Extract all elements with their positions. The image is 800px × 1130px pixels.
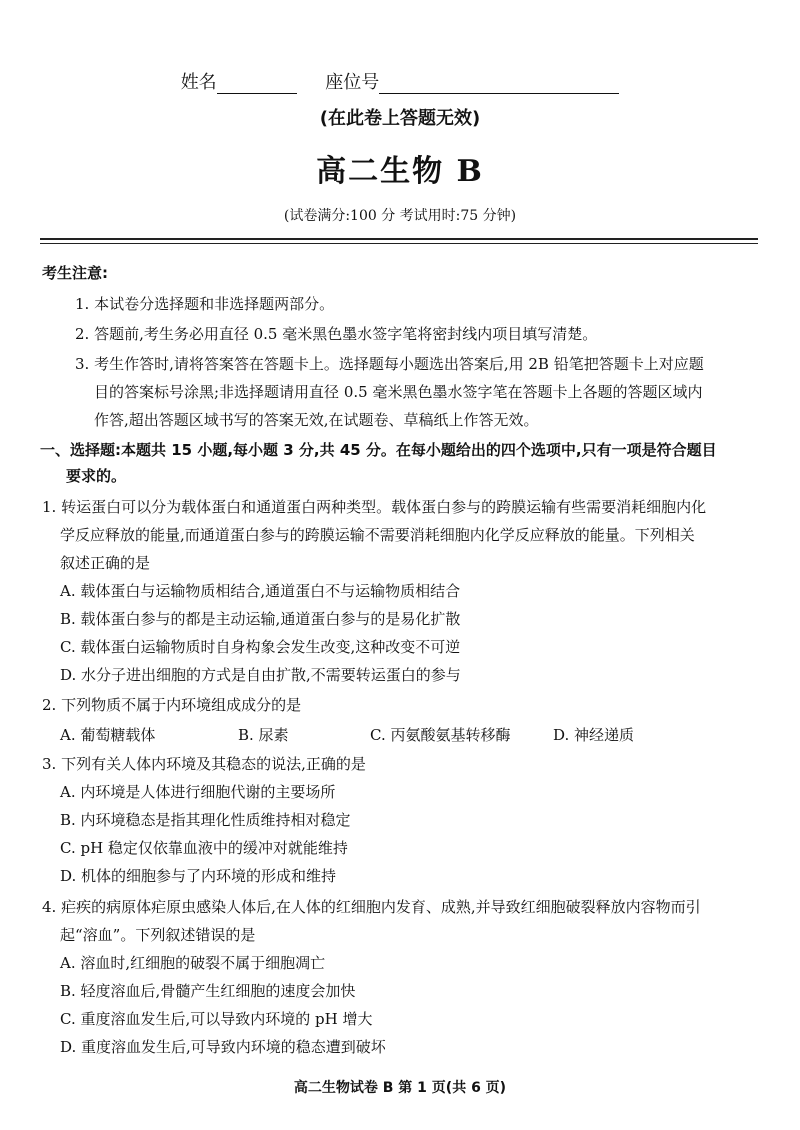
page-footer: 高二生物试卷 B 第 1 页(共 6 页) — [293, 1080, 507, 1096]
question-4-stem: 起“溶血”。下列叙述错误的是 — [60, 926, 256, 944]
notice-item: 2. 答题前,考生务必用直径 0.5 毫米黑色墨水签字笔将密封线内项目填写清楚。 — [75, 325, 598, 343]
divider-thick — [40, 238, 758, 240]
question-1-stem: 1. 转运蛋白可以分为载体蛋白和通道蛋白两种类型。载体蛋白参与的跨膜运输有些需要消耗细胞内化 — [42, 498, 707, 516]
question-2-option-a: A. 葡萄糖载体 — [60, 726, 156, 744]
name-label: 姓名 — [180, 72, 217, 93]
question-4-stem: 4. 疟疾的病原体疟原虫感染人体后,在人体的红细胞内发育、成熟,并导致红细胞破裂释放内容物而引 — [42, 898, 701, 916]
question-1-option-b: B. 载体蛋白参与的都是主动运输,通道蛋白参与的是易化扩散 — [60, 610, 461, 628]
name-seat-row — [0, 68, 800, 94]
question-1-option-d: D. 水分子进出细胞的方式是自由扩散,不需要转运蛋白的参与 — [60, 666, 461, 684]
notice-item: 1. 本试卷分选择题和非选择题两部分。 — [75, 295, 335, 313]
section-heading-cont: 要求的。 — [66, 467, 127, 485]
question-1-option-a: A. 载体蛋白与运输物质相结合,通道蛋白不与运输物质相结合 — [60, 582, 461, 600]
page-title: 高二生物 B — [316, 154, 484, 189]
notice-item: 目的答案标号涂黑;非选择题请用直径 0.5 毫米黑色墨水签字笔在答题卡上各题的答题区域内 — [94, 383, 703, 401]
seat-blank — [379, 75, 619, 94]
name-blank — [217, 75, 297, 94]
question-2-option-b: B. 尿素 — [238, 726, 289, 744]
question-1-stem: 学反应释放的能量,而通道蛋白参与的跨膜运输不需要消耗细胞内化学反应释放的能量。下列相关 — [60, 526, 695, 544]
seat-label: 座位号 — [325, 72, 380, 93]
question-3-option-b: B. 内环境稳态是指其理化性质维持相对稳定 — [60, 811, 351, 829]
notice-heading: 考生注意: — [42, 264, 108, 282]
question-4-option-c: C. 重度溶血发生后,可以导致内环境的 pH 增大 — [60, 1010, 373, 1028]
question-4-option-d: D. 重度溶血发生后,可导致内环境的稳态遭到破坏 — [60, 1038, 386, 1056]
notice-item: 3. 考生作答时,请将答案答在答题卡上。选择题每小题选出答案后,用 2B 铅笔把答题卡上对应题 — [75, 355, 704, 373]
invalid-note: (在此卷上答题无效) — [319, 108, 481, 129]
question-2-stem: 2. 下列物质不属于内环境组成成分的是 — [42, 696, 302, 714]
question-3-option-d: D. 机体的细胞参与了内环境的形成和维持 — [60, 867, 337, 885]
exam-info: (试卷满分:100 分 考试用时:75 分钟) — [283, 208, 517, 224]
question-1-option-c: C. 载体蛋白运输物质时自身构象会发生改变,这种改变不可逆 — [60, 638, 461, 656]
section-heading: 一、选择题:本题共 15 小题,每小题 3 分,共 45 分。在每小题给出的四个选项中,只有一项是符合题目 — [40, 441, 717, 459]
question-4-option-a: A. 溶血时,红细胞的破裂不属于细胞凋亡 — [60, 954, 326, 972]
question-3-option-a: A. 内环境是人体进行细胞代谢的主要场所 — [60, 783, 336, 801]
question-2-option-c: C. 丙氨酸氨基转移酶 — [370, 726, 511, 744]
notice-item: 作答,超出答题区域书写的答案无效,在试题卷、草稿纸上作答无效。 — [94, 411, 539, 429]
question-1-stem: 叙述正确的是 — [60, 554, 151, 572]
question-3-stem: 3. 下列有关人体内环境及其稳态的说法,正确的是 — [42, 755, 366, 773]
question-3-option-c: C. pH 稳定仅依靠血液中的缓冲对就能维持 — [60, 839, 348, 857]
question-4-option-b: B. 轻度溶血后,骨髓产生红细胞的速度会加快 — [60, 982, 356, 1000]
question-2-option-d: D. 神经递质 — [553, 726, 635, 744]
divider-thin — [40, 243, 758, 244]
